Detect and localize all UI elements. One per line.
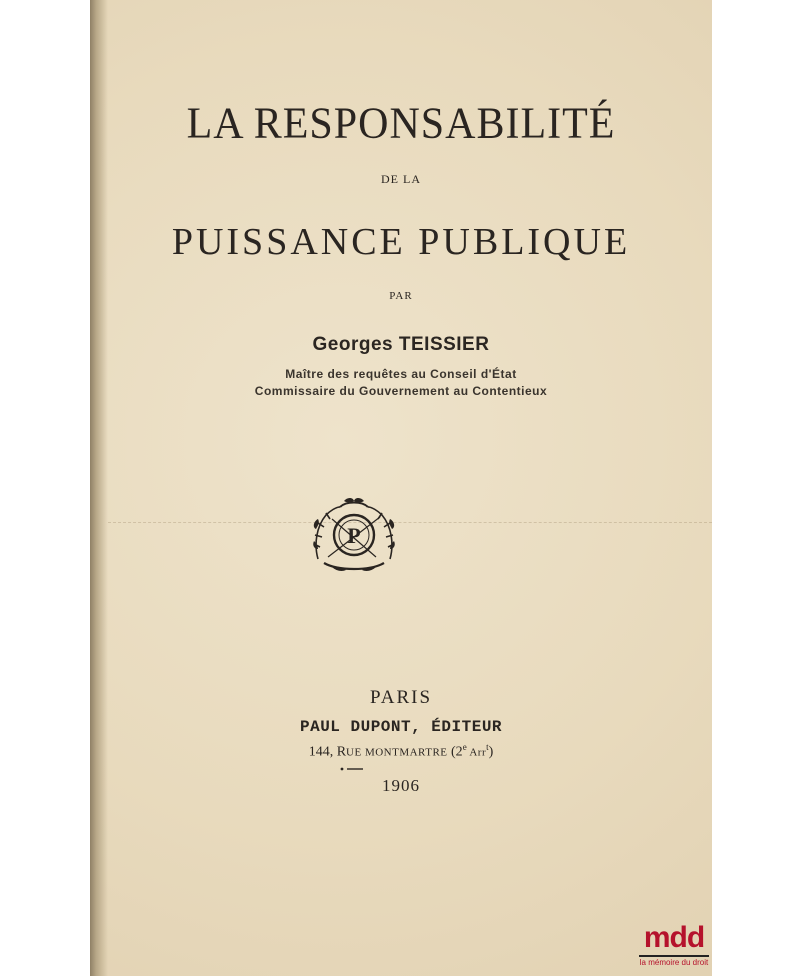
author-name: Georges TEISSIER [312,334,490,355]
imprint-city: PARIS [369,687,433,708]
address-close: ) [488,744,494,760]
page-fold-line [108,522,712,523]
watermark-logo-text: mdd [643,921,705,954]
watermark-logo-bar [639,955,709,957]
title-line-1: LA RESPONSABILITÉ [186,99,616,149]
imprint-publisher: PAUL DUPONT, ÉDITEUR [299,718,503,736]
title-line-3: PUISSANCE PUBLIQUE [171,221,631,263]
address-number: 144, R [308,744,347,760]
author-role-1: Maître des requêtes au Conseil d'État [285,367,517,381]
author-role-2: Commissaire du Gouvernement au Contentieux [254,384,548,398]
address-sup-t: t [486,742,489,752]
address-sup-e: e [462,742,467,752]
watermark-tagline: la mémoire du droit [639,958,709,967]
address-arr: Arr [466,746,487,759]
ornament-rule [339,766,365,772]
address-street: UE MONTMARTRE [346,746,448,759]
publisher-monogram-emblem-icon [310,497,398,575]
byline-par: PAR [389,290,413,302]
watermark-logo [636,922,712,968]
svg-text:P: P [347,523,361,548]
title-line-2: DE LA [381,172,421,186]
imprint-year: 1906 [382,776,420,795]
imprint-address [90,742,712,761]
address-open: (2 [447,744,463,760]
